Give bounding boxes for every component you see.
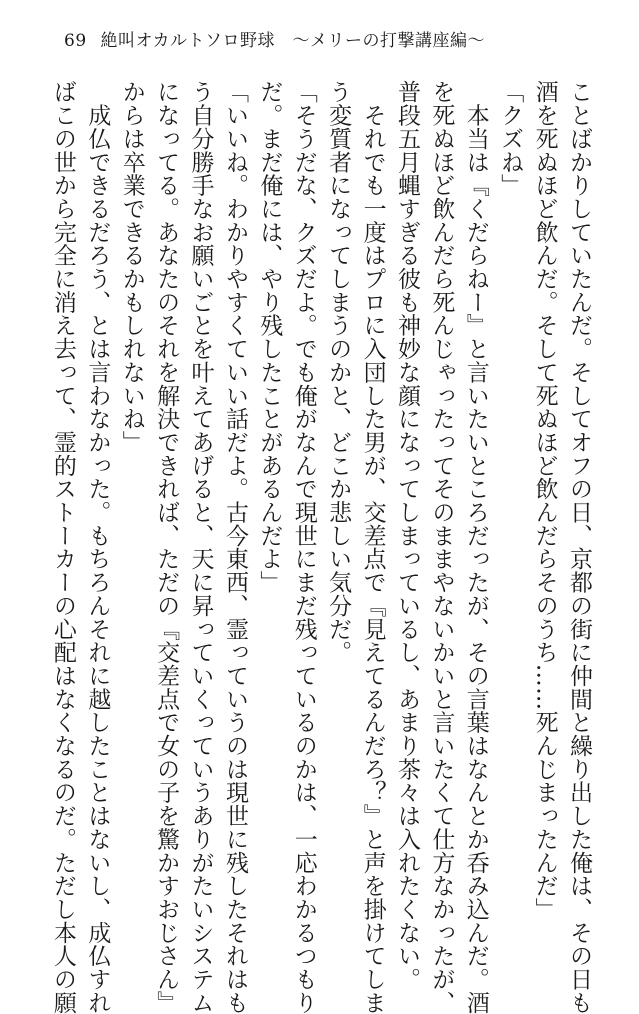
page-number: 69: [64, 31, 87, 51]
text-line: それでも一度はプロに入団した男が、交差点で『見えてるんだろ？』と声を掛けてしま: [359, 80, 386, 1014]
text-line: 本当は『くだらねー』と言いたいところだったが、その言葉はなんとか呑み込んだ。酒: [462, 80, 489, 1014]
text-line: ばこの世から完全に消え去って、霊的ストーカーの心配はなくなるのだ。ただし本人の願: [49, 80, 76, 1014]
text-line: 普段五月蝿すぎる彼も神妙な顔になってしまっているし、あまり茶々は入れたくない。: [393, 80, 420, 991]
text-line: を死ぬほど飲んだら死んじゃったってそのままやないかいと言いたくて仕方なかったが、: [428, 80, 455, 1014]
text-line: だ。まだ俺には、やり残したことがあるんだよ」: [256, 80, 283, 594]
text-line: からは卒業できるかもしれないね」: [118, 80, 145, 454]
book-title: 絶叫オカルトソロ野球 〜メリーの打撃講座編〜: [100, 31, 486, 51]
text-line: う自分勝手なお願いごとを叶えてあげると、天に昇っていくっていうありがたいシステム: [187, 80, 214, 1014]
text-line: ことばかりしていたんだ。そしてオフの日、京都の街に仲間と繰り出した俺は、その日も: [566, 80, 592, 1014]
text-line: う変質者になってしまうのかと、どこか悲しい気分だ。: [325, 80, 352, 664]
text-line: 「そうだな、クズだよ。でも俺がなんで現世にまだ残っているのかは、一応わかるつもり: [290, 80, 317, 1014]
text-line: 「いいね。わかりやすくていい話だよ。古今東西、霊っていうのは現世に残したそれはも: [221, 80, 248, 1014]
body-text: [49, 80, 596, 1014]
text-line: 成仏できるだろう、とは言わなかった。もちろんそれに越したことはないし、成仏すれ: [84, 80, 111, 1014]
text-line: 酒を死ぬほど飲んだ。そして死ぬほど飲んだらそのうち……死んじまったんだ」: [531, 80, 558, 921]
text-line: になってる。あなたのそれを解決できれば、ただの『交差点で女の子を驚かすおじさん』: [153, 80, 180, 1014]
text-line: 「クズね」: [497, 80, 524, 197]
running-header: [64, 26, 485, 50]
